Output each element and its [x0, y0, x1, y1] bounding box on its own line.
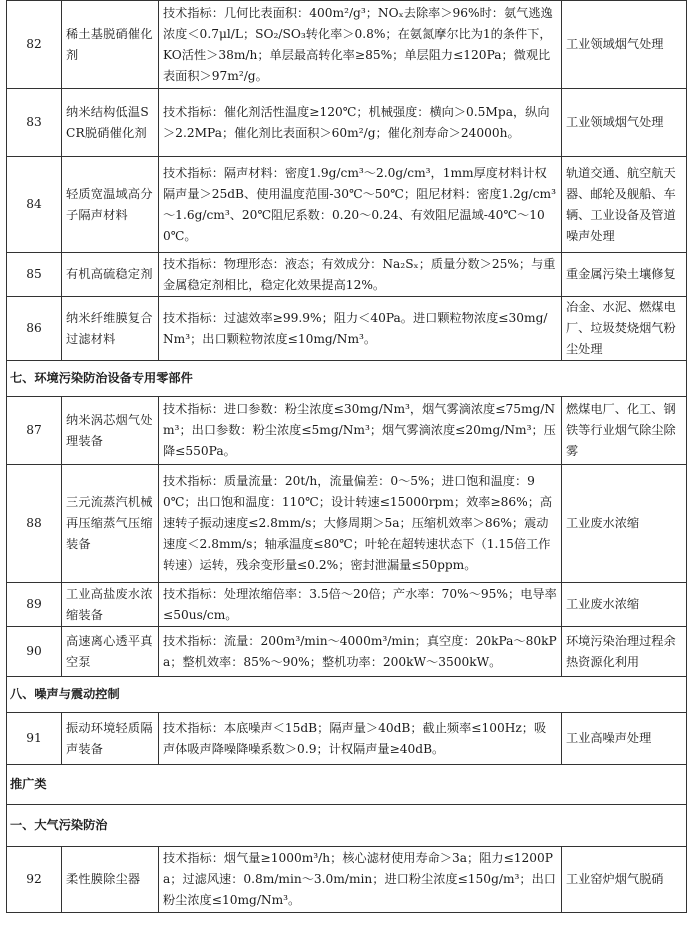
table-row	[7, 627, 687, 677]
section-header-row	[7, 361, 687, 397]
item-field: 工业领域烟气处理	[562, 89, 687, 157]
table-row	[7, 397, 687, 465]
item-field: 环境污染治理过程余热资源化利用	[562, 627, 687, 677]
table-row	[7, 847, 687, 913]
item-name: 纳米结构低温SCR脱硝催化剂	[62, 89, 159, 157]
item-name: 柔性膜除尘器	[62, 847, 159, 913]
item-field: 工业高噪声处理	[562, 713, 687, 765]
item-name: 振动环境轻质隔声装备	[62, 713, 159, 765]
item-spec: 技术指标：流量：200m³/min～4000m³/min；真空度：20kPa～80kPa；整机效率：85%～90%；整机功率：200kW～3500kW。	[159, 627, 562, 677]
table-row	[7, 465, 687, 583]
section-title: 八、噪声与震动控制	[7, 677, 687, 713]
item-name: 轻质宽温域高分子隔声材料	[62, 157, 159, 253]
item-spec: 技术指标：本底噪声＜15dB；隔声量＞40dB；截止频率≤100Hz；吸声体吸声降噪降噪系数＞0.9；计权隔声量≥40dB。	[159, 713, 562, 765]
item-name: 有机高硫稳定剂	[62, 253, 159, 297]
item-spec: 技术指标：烟气量≥1000m³/h；核心滤材使用寿命＞3a；阻力≤1200Pa；过滤风速：0.8m/min～3.0m/min；进口粉尘浓度≤150g/m³；出口粉尘浓度≤10mg/Nm³。	[159, 847, 562, 913]
item-name: 工业高盐废水浓缩装备	[62, 583, 159, 627]
table-row	[7, 157, 687, 253]
item-number: 90	[7, 627, 62, 677]
section-title: 一、大气污染防治	[7, 805, 687, 847]
table-row	[7, 1, 687, 89]
item-number: 83	[7, 89, 62, 157]
item-field: 重金属污染土壤修复	[562, 253, 687, 297]
item-number: 91	[7, 713, 62, 765]
item-field: 冶金、水泥、燃煤电厂、垃圾焚烧烟气粉尘处理	[562, 297, 687, 361]
item-field: 工业领域烟气处理	[562, 1, 687, 89]
item-name: 三元流蒸汽机械再压缩蒸气压缩装备	[62, 465, 159, 583]
item-name: 纳米涡芯烟气处理装备	[62, 397, 159, 465]
item-spec: 技术指标：隔声材料：密度1.9g/cm³～2.0g/cm³，1mm厚度材料计权隔声量＞25dB、使用温度范围-30℃～50℃；阻尼材料：密度1.2g/cm³～1.6g/cm³、20℃阻尼系数：0.20～0.24、有效阻尼温域-40℃～100℃。	[159, 157, 562, 253]
item-number: 84	[7, 157, 62, 253]
section-header-row	[7, 805, 687, 847]
item-number: 86	[7, 297, 62, 361]
item-field: 轨道交通、航空航天器、邮轮及舰船、车辆、工业设备及管道噪声处理	[562, 157, 687, 253]
item-name: 纳米纤维膜复合过滤材料	[62, 297, 159, 361]
item-number: 92	[7, 847, 62, 913]
item-spec: 技术指标：几何比表面积：400m²/g³；NOₓ去除率＞96%时：氨气逃逸浓度＜0.7μl/L；SO₂/SO₃转化率＞0.8%；在氨氮摩尔比为1的条件下，KO活性＞38m/h；单层最高转化率≥85%；单层阻力≤120Pa；微观比表面积＞97m²/g。	[159, 1, 562, 89]
table-row	[7, 89, 687, 157]
item-spec: 技术指标：质量流量：20t/h，流量偏差：0～5%；进口饱和温度：90℃；出口饱和温度：110℃；设计转速≤15000rpm；效率≥86%；高速转子振动速度≤2.8mm/s；大修周期＞5a；压缩机效率＞86%；震动速度＜2.8mm/s；轴承温度≤80℃；叶轮在超转速状态下（1.15倍工作转速）运转，残余变形量≤0.2%；密封泄漏量≤50ppm。	[159, 465, 562, 583]
item-spec: 技术指标：过滤效率≥99.9%；阻力＜40Pa。进口颗粒物浓度≤30mg/Nm³；出口颗粒物浓度≤10mg/Nm³。	[159, 297, 562, 361]
catalog-table	[6, 0, 687, 913]
item-field: 燃煤电厂、化工、钢铁等行业烟气除尘除雾	[562, 397, 687, 465]
item-spec: 技术指标：催化剂活性温度≥120℃；机械强度：横向＞0.5Mpa，纵向＞2.2MPa；催化剂比表面积＞60m²/g；催化剂寿命＞24000h。	[159, 89, 562, 157]
item-name: 高速离心透平真空泵	[62, 627, 159, 677]
catalog-table-body	[7, 1, 687, 913]
item-field: 工业废水浓缩	[562, 465, 687, 583]
item-number: 89	[7, 583, 62, 627]
item-number: 87	[7, 397, 62, 465]
item-number: 82	[7, 1, 62, 89]
item-number: 88	[7, 465, 62, 583]
item-field: 工业废水浓缩	[562, 583, 687, 627]
item-spec: 技术指标：进口参数：粉尘浓度≤30mg/Nm³，烟气雾滴浓度≤75mg/Nm³；出口参数：粉尘浓度≤5mg/Nm³；烟气雾滴浓度≤20mg/Nm³；压降≤550Pa。	[159, 397, 562, 465]
table-row	[7, 583, 687, 627]
table-row	[7, 713, 687, 765]
section-header-row	[7, 765, 687, 805]
section-header-row	[7, 677, 687, 713]
section-title: 推广类	[7, 765, 687, 805]
item-name: 稀土基脱硝催化剂	[62, 1, 159, 89]
table-row	[7, 297, 687, 361]
table-row	[7, 253, 687, 297]
section-title: 七、环境污染防治设备专用零部件	[7, 361, 687, 397]
item-spec: 技术指标：物理形态：液态；有效成分：Na₂Sₓ；质量分数＞25%；与重金属稳定剂相比，稳定化效果提高12%。	[159, 253, 562, 297]
item-field: 工业窑炉烟气脱硝	[562, 847, 687, 913]
item-number: 85	[7, 253, 62, 297]
item-spec: 技术指标：处理浓缩倍率：3.5倍～20倍；产水率：70%～95%；电导率≤50us/cm。	[159, 583, 562, 627]
